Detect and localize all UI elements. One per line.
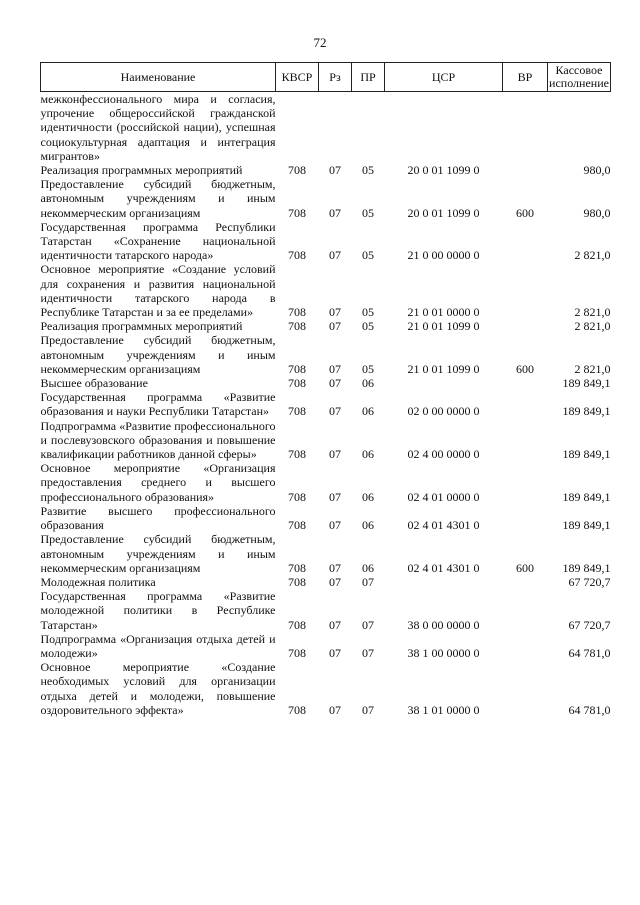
cell-vr xyxy=(503,262,548,319)
cell-name: Государственная программа «Развитие образования и науки Республики Татарстан» xyxy=(40,390,276,419)
table-row xyxy=(41,660,611,717)
cell-pr: 05 xyxy=(362,205,374,220)
cell-csr: 21 0 01 1099 0 xyxy=(407,361,480,376)
header-name: Наименование xyxy=(41,63,276,92)
cell-pr: 05 xyxy=(362,319,374,334)
cell-kvsr: 708 xyxy=(288,319,306,334)
cell-amount: 2 821,0 xyxy=(574,361,611,376)
cell-csr xyxy=(385,92,503,164)
cell-vr xyxy=(503,92,548,164)
cell-csr: 02 0 00 0000 0 xyxy=(407,404,480,419)
cell-kvsr: 708 xyxy=(288,205,306,220)
cell-rz: 07 xyxy=(329,404,341,419)
cell-amount: 189 849,1 xyxy=(562,518,611,533)
cell-kvsr: 708 xyxy=(288,447,306,462)
cell-name: Подпрограмма «Организация отдыха детей и молодежи» xyxy=(40,631,276,660)
cell-rz: 07 xyxy=(329,376,341,391)
cell-amount: 980,0 xyxy=(583,163,611,178)
table-row xyxy=(41,92,611,164)
page-number: 72 xyxy=(313,35,327,50)
cell-name: Основное мероприятие «Организация предоставления среднего и высшего профессионального образования» xyxy=(40,461,276,504)
cell-vr: 600 xyxy=(516,560,534,575)
cell-pr: 05 xyxy=(362,361,374,376)
table-row xyxy=(41,177,611,220)
cell-name: Предоставление субсидий бюджетным, автономным учреждениям и иным некоммерческим организациям xyxy=(40,333,276,376)
cell-amount: 189 849,1 xyxy=(562,404,611,419)
cell-pr: 05 xyxy=(362,163,374,178)
cell-kvsr: 708 xyxy=(288,489,306,504)
cell-kvsr xyxy=(276,92,319,164)
cell-amount xyxy=(548,92,611,164)
cell-rz: 07 xyxy=(329,205,341,220)
cell-vr xyxy=(503,589,548,632)
cell-csr: 21 0 01 0000 0 xyxy=(407,305,480,320)
cell-kvsr: 708 xyxy=(288,305,306,320)
cell-pr: 07 xyxy=(362,617,374,632)
cell-name: Высшее образование xyxy=(40,376,148,391)
cell-vr xyxy=(503,660,548,717)
cell-amount: 2 821,0 xyxy=(574,319,611,334)
cell-amount: 64 781,0 xyxy=(568,645,611,660)
cell-vr xyxy=(503,390,548,418)
cell-kvsr: 708 xyxy=(288,163,306,178)
cell-vr xyxy=(503,632,548,660)
cell-rz xyxy=(319,92,352,164)
cell-pr: 05 xyxy=(362,248,374,263)
table-row xyxy=(41,504,611,532)
cell-csr xyxy=(385,376,503,390)
table-row xyxy=(41,390,611,418)
cell-pr: 06 xyxy=(362,489,374,504)
cell-vr xyxy=(503,419,548,462)
cell-pr: 07 xyxy=(362,574,374,589)
cell-csr: 02 4 00 0000 0 xyxy=(407,447,480,462)
cell-pr: 06 xyxy=(362,404,374,419)
cell-pr: 05 xyxy=(362,305,374,320)
cell-csr: 38 0 00 0000 0 xyxy=(407,617,480,632)
cell-name: Молодежная политика xyxy=(40,574,156,589)
cell-pr: 06 xyxy=(362,447,374,462)
cell-kvsr: 708 xyxy=(288,645,306,660)
cell-csr: 38 1 01 0000 0 xyxy=(407,702,480,717)
cell-csr: 02 4 01 4301 0 xyxy=(407,560,480,575)
table-row xyxy=(41,262,611,319)
cell-rz: 07 xyxy=(329,702,341,717)
cell-pr: 06 xyxy=(362,518,374,533)
header-amount: Кассовое исполнение xyxy=(549,63,609,90)
budget-execution-table xyxy=(40,62,611,717)
header-vr: ВР xyxy=(503,63,548,92)
cell-vr: 600 xyxy=(516,205,534,220)
cell-name: Предоставление субсидий бюджетным, автономным учреждениям и иным некоммерческим организациям xyxy=(40,532,276,575)
cell-amount: 980,0 xyxy=(583,205,611,220)
table-row xyxy=(41,632,611,660)
cell-vr xyxy=(503,376,548,390)
cell-csr: 21 0 00 0000 0 xyxy=(407,248,480,263)
header-csr: ЦСР xyxy=(385,63,503,92)
table-row xyxy=(41,532,611,575)
cell-kvsr: 708 xyxy=(288,376,306,391)
cell-rz: 07 xyxy=(329,447,341,462)
cell-amount: 189 849,1 xyxy=(562,447,611,462)
cell-pr: 07 xyxy=(362,645,374,660)
cell-vr xyxy=(503,504,548,532)
table-row xyxy=(41,319,611,333)
cell-name: Развитие высшего профессионального образования xyxy=(40,503,276,533)
cell-vr xyxy=(503,163,548,177)
cell-kvsr: 708 xyxy=(288,560,306,575)
cell-name: Государственная программа «Развитие молодежной политики в Республике Татарстан» xyxy=(40,589,276,632)
cell-pr: 07 xyxy=(362,702,374,717)
header-pr: ПР xyxy=(352,63,385,92)
cell-rz: 07 xyxy=(329,361,341,376)
cell-amount: 189 849,1 xyxy=(562,560,611,575)
cell-rz: 07 xyxy=(329,305,341,320)
cell-amount: 2 821,0 xyxy=(574,248,611,263)
cell-kvsr: 708 xyxy=(288,702,306,717)
table-row xyxy=(41,589,611,632)
cell-rz: 07 xyxy=(329,574,341,589)
cell-vr xyxy=(503,220,548,263)
cell-rz: 07 xyxy=(329,163,341,178)
cell-kvsr: 708 xyxy=(288,404,306,419)
cell-amount: 189 849,1 xyxy=(562,376,611,391)
cell-rz: 07 xyxy=(329,489,341,504)
cell-rz: 07 xyxy=(329,248,341,263)
cell-rz: 07 xyxy=(329,617,341,632)
table-body xyxy=(41,92,611,717)
cell-vr xyxy=(503,575,548,589)
cell-csr: 02 4 01 0000 0 xyxy=(407,489,480,504)
cell-pr xyxy=(352,92,385,164)
table-row xyxy=(41,419,611,462)
cell-name: межконфессионального мира и согласия, упрочение общероссийской гражданской идентичности (российской нации), успешная социокультурная адаптация и интеграция мигрантов» xyxy=(40,92,276,163)
cell-rz: 07 xyxy=(329,645,341,660)
cell-name: Предоставление субсидий бюджетным, автономным учреждениям и иным некоммерческим организациям xyxy=(40,177,276,220)
table-row xyxy=(41,376,611,390)
cell-csr: 20 0 01 1099 0 xyxy=(407,163,480,178)
cell-name: Реализация программных мероприятий xyxy=(40,163,243,178)
cell-amount: 189 849,1 xyxy=(562,489,611,504)
cell-vr xyxy=(503,319,548,333)
cell-rz: 07 xyxy=(329,319,341,334)
table-row xyxy=(41,333,611,376)
table-header-row xyxy=(41,63,611,92)
table-row xyxy=(41,220,611,263)
cell-kvsr: 708 xyxy=(288,248,306,263)
table-row xyxy=(41,575,611,589)
cell-amount: 67 720,7 xyxy=(568,574,611,589)
cell-kvsr: 708 xyxy=(288,361,306,376)
cell-kvsr: 708 xyxy=(288,574,306,589)
cell-kvsr: 708 xyxy=(288,518,306,533)
cell-vr xyxy=(503,461,548,504)
cell-csr: 02 4 01 4301 0 xyxy=(407,518,480,533)
cell-name: Государственная программа Республики Татарстан «Сохранение национальной идентичности татарского народа» xyxy=(40,219,276,263)
cell-csr: 21 0 01 1099 0 xyxy=(407,319,480,334)
cell-name: Подпрограмма «Развитие профессионального и послевузовского образования и повышение квалификации работников данной сферы» xyxy=(40,418,276,462)
cell-amount: 67 720,7 xyxy=(568,617,611,632)
cell-rz: 07 xyxy=(329,560,341,575)
header-kvsr: КВСР xyxy=(276,63,319,92)
cell-csr: 38 1 00 0000 0 xyxy=(407,645,480,660)
cell-amount: 64 781,0 xyxy=(568,702,611,717)
cell-name: Основное мероприятие «Создание необходимых условий для организации отдыха детей и молодежи, повышение оздоровительного эффекта» xyxy=(40,660,276,717)
table-row xyxy=(41,163,611,177)
cell-pr: 06 xyxy=(362,376,374,391)
cell-kvsr: 708 xyxy=(288,617,306,632)
cell-name: Основное мероприятие «Создание условий для сохранения и развития национальной идентичности татарского народа в Республике Татарстан и за ее пределами» xyxy=(40,262,276,320)
cell-csr: 20 0 01 1099 0 xyxy=(407,205,480,220)
cell-pr: 06 xyxy=(362,560,374,575)
table-row xyxy=(41,461,611,504)
cell-vr: 600 xyxy=(516,361,534,376)
cell-rz: 07 xyxy=(329,518,341,533)
header-rz: Рз xyxy=(319,63,352,92)
cell-amount: 2 821,0 xyxy=(574,305,611,320)
cell-name: Реализация программных мероприятий xyxy=(40,319,243,334)
cell-csr xyxy=(385,575,503,589)
